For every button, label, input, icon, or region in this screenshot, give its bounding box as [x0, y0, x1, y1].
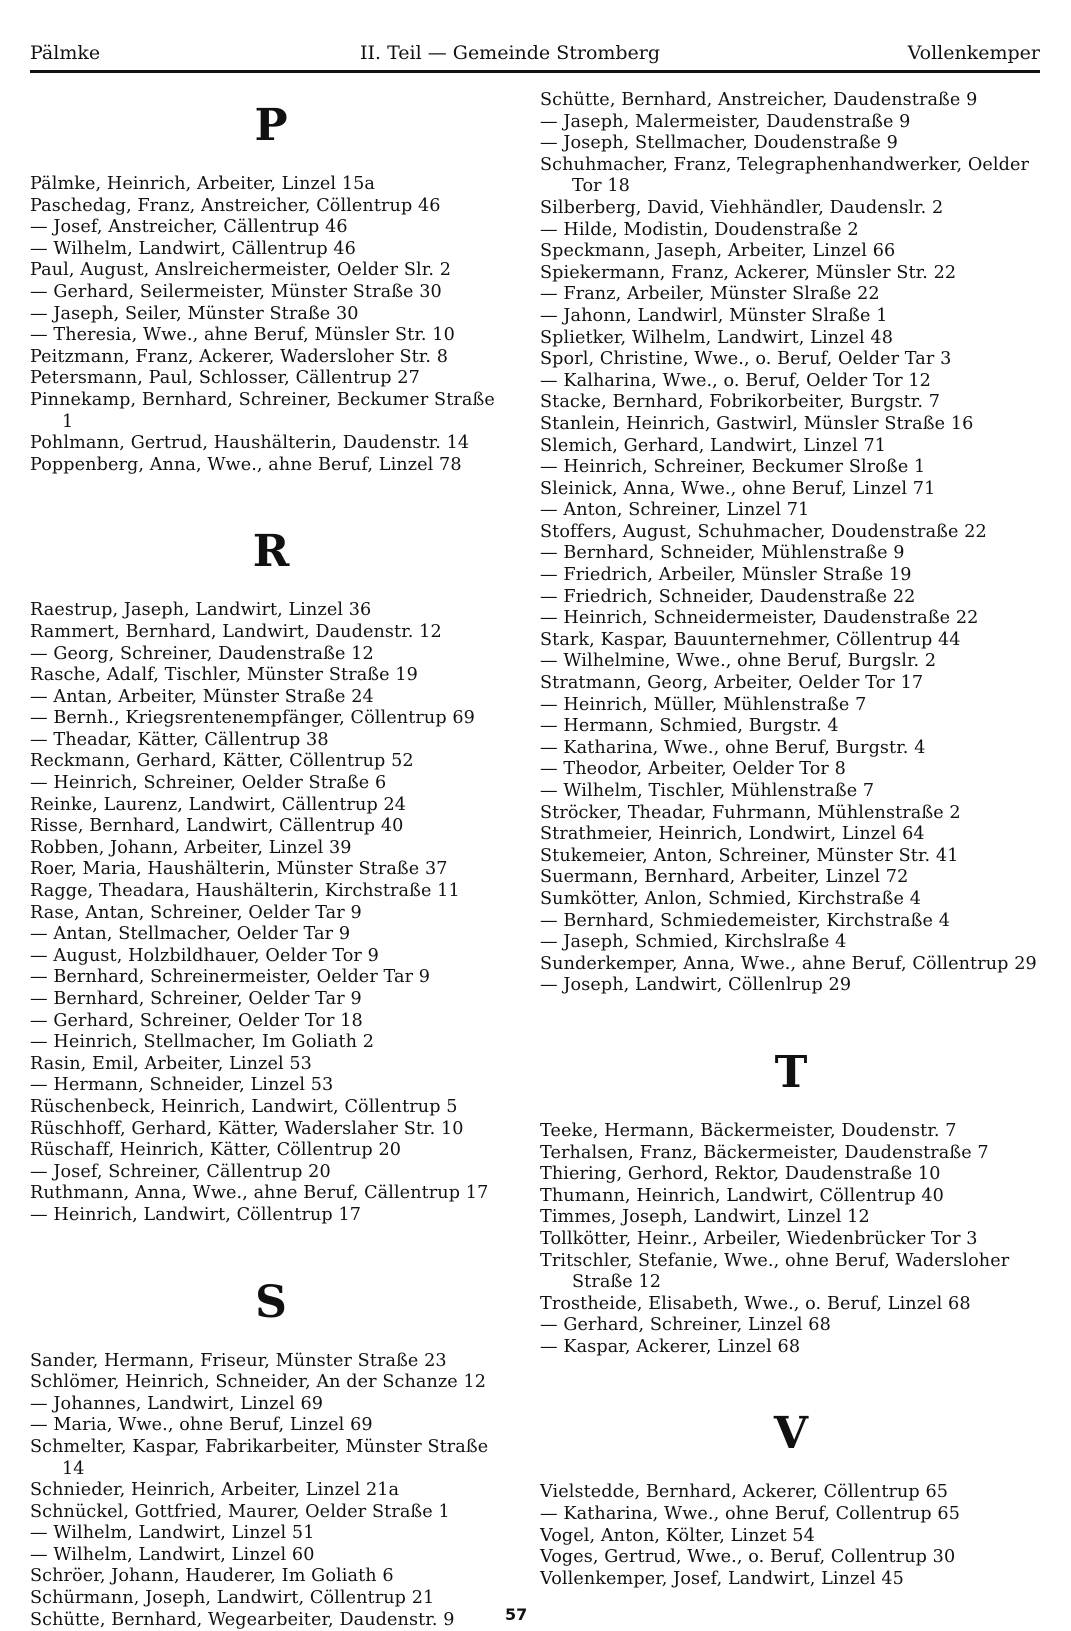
running-header: [30, 36, 1040, 73]
directory-entry: Roer, Maria, Haushälterin, Münster Straße 37: [30, 859, 448, 880]
directory-entry: — Bernhard, Schreinermeister, Oelder Tar 9: [30, 967, 431, 988]
directory-entry: — Kalharina, Wwe., o. Beruf, Oelder Tor 12: [540, 370, 931, 391]
directory-entry: — Joseph, Landwirt, Cöllenlrup 29: [540, 975, 852, 996]
directory-entry: Ströcker, Theadar, Fuhrmann, Mühlenstraße 2: [540, 802, 961, 823]
directory-entry: — Wilhelm, Landwirt, Cällentrup 46: [30, 238, 356, 259]
page-number: 57: [505, 1605, 528, 1624]
directory-entry: — Heinrich, Schreiner, Oelder Straße 6: [30, 773, 387, 794]
section-letter: S: [255, 1276, 285, 1328]
directory-entry: Rüschenbeck, Heinrich, Landwirt, Cöllentrup 5: [30, 1096, 458, 1117]
directory-entry: Suermann, Bernhard, Arbeiter, Linzel 72: [540, 867, 909, 888]
directory-section: [30, 526, 510, 1266]
directory-entry: — Heinrich, Schneidermeister, Daudenstraße 22: [540, 608, 979, 629]
directory-entry: Pinnekamp, Bernhard, Schreiner, Beckumer Straße 1: [30, 389, 495, 432]
directory-entry: Ragge, Theadara, Haushälterin, Kirchstraße 11: [30, 881, 460, 902]
directory-entry: — Bernh., Kriegsrentenempfänger, Cöllentrup 69: [30, 708, 475, 729]
directory-entry: — Heinrich, Stellmacher, Im Goliath 2: [30, 1032, 375, 1053]
directory-entry: Rasche, Adalf, Tischler, Münster Straße 19: [30, 665, 418, 686]
directory-entry: Schröer, Johann, Hauderer, Im Goliath 6: [30, 1566, 394, 1587]
directory-entry: Silberberg, David, Viehhändler, Daudenslr. 2: [540, 197, 944, 218]
section-letter: P: [254, 100, 286, 151]
directory-entry: — Josef, Anstreicher, Cällentrup 46: [30, 217, 348, 238]
directory-entry: Pälmke, Heinrich, Arbeiter, Linzel 15a: [30, 174, 376, 194]
directory-entry: Reinke, Laurenz, Landwirt, Cällentrup 24: [30, 794, 407, 815]
directory-entry: — Jaseph, Schmied, Kirchslraße 4: [540, 932, 847, 953]
directory-entry: Risse, Bernhard, Landwirt, Cällentrup 40: [30, 816, 404, 837]
directory-entry: — Gerhard, Schreiner, Linzel 68: [540, 1315, 831, 1336]
directory-entry: Voges, Gertrud, Wwe., o. Beruf, Collentrup 30: [540, 1547, 956, 1568]
directory-entry: — Katharina, Wwe., ohne Beruf, Burgstr. 4: [540, 737, 926, 758]
directory-entry: — Johannes, Landwirt, Linzel 69: [30, 1393, 324, 1414]
directory-entry: Trostheide, Elisabeth, Wwe., o. Beruf, Linzel 68: [540, 1293, 971, 1314]
directory-entry: Schlömer, Heinrich, Schneider, An der Schanze 12: [30, 1372, 487, 1393]
directory-entry: Teeke, Hermann, Bäckermeister, Doudenstr. 7: [540, 1120, 957, 1141]
directory-entry: — Wilhelm, Landwirt, Linzel 60: [30, 1544, 315, 1565]
directory-entry: — Katharina, Wwe., ohne Beruf, Collentrup 65: [540, 1504, 961, 1525]
directory-entry: Terhalsen, Franz, Bäckermeister, Daudenstraße 7: [540, 1142, 989, 1163]
directory-entry: — Wilhelm, Tischler, Mühlenstraße 7: [540, 781, 875, 801]
directory-entry: Poppenberg, Anna, Wwe., ahne Beruf, Linzel 78: [30, 454, 462, 475]
directory-entry: — Franz, Arbeiler, Münster Slraße 22: [540, 284, 880, 305]
directory-entry: Sumkötter, Anlon, Schmied, Kirchstraße 4: [540, 888, 922, 909]
directory-entry: Timmes, Joseph, Landwirt, Linzel 12: [540, 1207, 870, 1228]
directory-entry: — Maria, Wwe., ohne Beruf, Linzel 69: [30, 1415, 373, 1436]
directory-entry: — Kaspar, Ackerer, Linzel 68: [540, 1336, 801, 1357]
directory-entry: Thiering, Gerhord, Rektor, Daudenstraße 10: [540, 1164, 941, 1185]
header-first-entry: Pälmke: [30, 42, 101, 64]
directory-entry: — Bernhard, Schneider, Mühlenstraße 9: [540, 543, 905, 564]
directory-entry: Vollenkemper, Josef, Landwirt, Linzel 45: [540, 1568, 904, 1589]
directory-entry: Reckmann, Gerhard, Kätter, Cöllentrup 52: [30, 751, 414, 772]
directory-entry: — Georg, Schreiner, Daudenstraße 12: [30, 643, 374, 664]
directory-entry: — August, Holzbildhauer, Oelder Tor 9: [30, 945, 379, 966]
directory-entry: — Hermann, Schneider, Linzel 53: [30, 1075, 334, 1096]
directory-entry: Sunderkemper, Anna, Wwe., ahne Beruf, Cöllentrup 29: [540, 953, 1037, 974]
directory-entry: Thumann, Heinrich, Landwirt, Cöllentrup 40: [540, 1185, 944, 1206]
directory-entry: — Wilhelm, Landwirt, Linzel 51: [30, 1523, 315, 1544]
directory-entry: Spiekermann, Franz, Ackerer, Münsler Str. 22: [540, 262, 957, 283]
section-letter: R: [252, 526, 288, 578]
directory-entry: Paul, August, Anslreichermeister, Oelder Slr. 2: [30, 260, 452, 281]
directory-entry: — Heinrich, Müller, Mühlenstraße 7: [540, 694, 867, 715]
directory-entry: Pohlmann, Gertrud, Haushälterin, Daudenstr. 14: [30, 433, 470, 454]
directory-entry: — Hilde, Modistin, Doudenstraße 2: [540, 219, 859, 240]
directory-entry: — Josef, Schreiner, Cällentrup 20: [30, 1161, 331, 1182]
right-column: [540, 90, 1040, 1590]
directory-entry: — Bernhard, Schreiner, Oelder Tar 9: [30, 989, 362, 1009]
directory-entry: Schnieder, Heinrich, Arbeiter, Linzel 21a: [30, 1480, 400, 1501]
directory-section: [540, 1408, 1040, 1590]
directory-entry: Rase, Antan, Schreiner, Oelder Tar 9: [30, 902, 362, 923]
directory-entry: Stark, Kaspar, Bauunternehmer, Cöllentrup 44: [540, 629, 961, 650]
directory-entry: Schnückel, Gottfried, Maurer, Oelder Straße 1: [30, 1501, 450, 1522]
directory-section: [540, 1046, 1040, 1399]
directory-section: [30, 100, 510, 516]
directory-entry: — Friedrich, Schneider, Daudenstraße 22: [540, 586, 916, 607]
directory-entry: Schütte, Bernhard, Anstreicher, Daudenstraße 9: [540, 90, 978, 110]
directory-entry: — Theadar, Kätter, Cällentrup 38: [30, 729, 329, 750]
section-gap: [30, 1227, 510, 1267]
directory-entry: Rüschhoff, Gerhard, Kätter, Waderslaher Str. 10: [30, 1118, 464, 1139]
directory-entry: — Heinrich, Landwirt, Cöllentrup 17: [30, 1204, 362, 1225]
directory-entry: — Jahonn, Landwirl, Münster Slraße 1: [540, 305, 888, 326]
directory-entry: — Friedrich, Arbeiler, Münsler Straße 19: [540, 565, 912, 586]
directory-entry: — Antan, Arbeiter, Münster Straße 24: [30, 686, 374, 707]
directory-entry: — Bernhard, Schmiedemeister, Kirchstraße 4: [540, 910, 950, 931]
directory-entry: Sander, Hermann, Friseur, Münster Straße 23: [30, 1350, 447, 1371]
directory-entry: Raestrup, Jaseph, Landwirt, Linzel 36: [30, 600, 372, 621]
directory-entry: Stoffers, August, Schuhmacher, Doudenstraße 22: [540, 521, 987, 542]
directory-entry: Tritschler, Stefanie, Wwe., ohne Beruf, Wadersloher Straße 12: [540, 1250, 1010, 1293]
directory-entry: Stukemeier, Anton, Schreiner, Münster Str. 41: [540, 845, 959, 866]
directory-entry: — Wilhelmine, Wwe., ohne Beruf, Burgslr. 2: [540, 651, 937, 672]
directory-section: [540, 90, 1040, 1037]
directory-entry: Ruthmann, Anna, Wwe., ahne Beruf, Cällentrup 17: [30, 1183, 489, 1204]
directory-entry: — Joseph, Stellmacher, Doudenstraße 9: [540, 133, 898, 154]
directory-entry: Vielstedde, Bernhard, Ackerer, Cöllentrup 65: [540, 1482, 949, 1503]
directory-entry: Rasin, Emil, Arbeiter, Linzel 53: [30, 1053, 312, 1074]
directory-entry: Peitzmann, Franz, Ackerer, Wadersloher Str. 8: [30, 346, 449, 367]
directory-entry: Schmelter, Kaspar, Fabrikarbeiter, Münster Straße 14: [30, 1436, 489, 1479]
section-gap: [540, 1358, 1040, 1398]
section-gap: [30, 476, 510, 516]
directory-entry: — Theodor, Arbeiter, Oelder Tor 8: [540, 759, 846, 780]
directory-entry: Tollkötter, Heinr., Arbeiler, Wiedenbrücker Tor 3: [540, 1228, 978, 1249]
directory-entry: Stacke, Bernhard, Fobrikorbeiter, Burgstr. 7: [540, 392, 941, 413]
directory-entry: Splietker, Wilhelm, Landwirt, Linzel 48: [540, 327, 893, 348]
directory-entry: Stanlein, Heinrich, Gastwirl, Münsler Straße 16: [540, 413, 974, 434]
directory-entry: Slemich, Gerhard, Landwirt, Linzel 71: [540, 435, 887, 456]
directory-entry: Sleinick, Anna, Wwe., ohne Beruf, Linzel 71: [540, 478, 936, 499]
directory-section: [30, 1276, 510, 1631]
header-title: II. Teil — Gemeinde Stromberg: [360, 42, 661, 64]
directory-entry: Sporl, Christine, Wwe., o. Beruf, Oelder Tar 3: [540, 349, 952, 370]
directory-entry: — Antan, Stellmacher, Oelder Tar 9: [30, 924, 351, 945]
directory-entry: — Anton, Schreiner, Linzel 71: [540, 500, 810, 521]
directory-entry: Schütte, Bernhard, Wegearbeiter, Daudenstr. 9: [30, 1609, 455, 1630]
section-letter: T: [774, 1046, 806, 1098]
section-gap: [540, 997, 1040, 1037]
left-column: [30, 90, 510, 1631]
directory-entry: Speckmann, Jaseph, Arbeiter, Linzel 66: [540, 241, 896, 262]
directory-entry: — Jaseph, Malermeister, Daudenstraße 9: [540, 111, 911, 132]
directory-entry: Paschedag, Franz, Anstreicher, Cöllentrup 46: [30, 195, 441, 216]
header-last-entry: Vollenkemper: [907, 42, 1040, 64]
directory-entry: Strathmeier, Heinrich, Londwirt, Linzel 64: [540, 824, 925, 845]
directory-entry: Schuhmacher, Franz, Telegraphenhandwerker, Oelder Tor 18: [540, 154, 1030, 197]
section-letter: V: [773, 1408, 807, 1460]
directory-entry: Stratmann, Georg, Arbeiter, Oelder Tor 17: [540, 673, 924, 694]
directory-entry: — Gerhard, Schreiner, Oelder Tor 18: [30, 1010, 363, 1031]
directory-entry: — Jaseph, Seiler, Münster Straße 30: [30, 303, 359, 324]
directory-entry: Rammert, Bernhard, Landwirt, Daudenstr. 12: [30, 621, 442, 642]
directory-entry: — Hermann, Schmied, Burgstr. 4: [540, 716, 839, 737]
directory-entry: — Heinrich, Schreiner, Beckumer Slroße 1: [540, 457, 926, 478]
directory-entry: Rüschaff, Heinrich, Kätter, Cöllentrup 20: [30, 1140, 402, 1161]
directory-entry: Vogel, Anton, Költer, Linzet 54: [540, 1525, 815, 1546]
directory-entry: — Theresia, Wwe., ahne Beruf, Münsler Str. 10: [30, 325, 455, 346]
directory-entry: Petersmann, Paul, Schlosser, Cällentrup 27: [30, 368, 420, 389]
directory-entry: Schürmann, Joseph, Landwirt, Cöllentrup 21: [30, 1588, 435, 1609]
directory-entry: — Gerhard, Seilermeister, Münster Straße 30: [30, 281, 442, 302]
directory-entry: Robben, Johann, Arbeiter, Linzel 39: [30, 837, 352, 858]
